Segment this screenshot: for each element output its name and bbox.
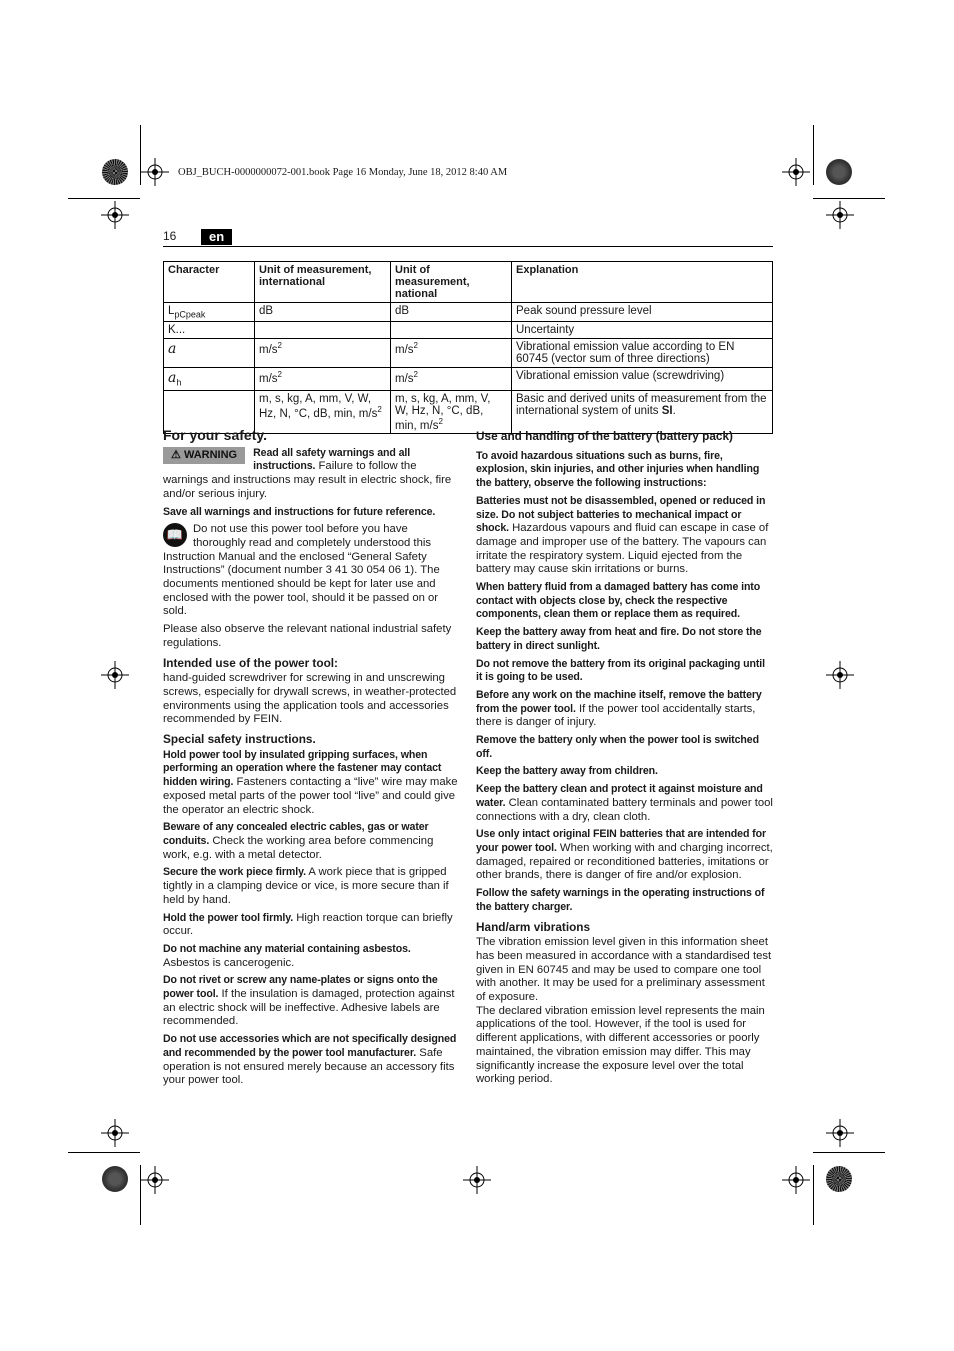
header-rule bbox=[163, 246, 773, 247]
list-item: Batteries must not be disassembled, opened or reduced in size. Do not subject batteries to mechanical impact or shock. Hazardous vapours and fluid can escape in case of damage and improper use of the battery. The vapours can irritate the respiratory system. Liquid ejected from the battery may cause skin irritations or burns. bbox=[476, 494, 769, 576]
cell-character: $L_{pCpeak}$ bbox=[164, 303, 255, 322]
cell-natl: $m/s^2$ bbox=[391, 368, 512, 390]
cell-intl: dB bbox=[255, 303, 391, 322]
list-item: To avoid hazardous situations such as burns, fire, explosion, skin injuries, and other injuries when handling the battery, observe the following instructions: bbox=[476, 449, 760, 490]
table-row bbox=[164, 322, 773, 339]
cell-intl: $m/s^2$ bbox=[255, 368, 391, 390]
cell-explanation: Vibrational emission value according to EN 60745 (vector sum of three directions) bbox=[512, 339, 773, 368]
list-item: Do not remove the battery from its original packaging until it is going to be used. bbox=[476, 657, 765, 684]
cell-intl: $m/s^2$ bbox=[255, 339, 391, 368]
cell-explanation: Basic and derived units of measurement from the international system of units SI. bbox=[512, 390, 773, 434]
cell-explanation: Vibrational emission value (screwdriving) bbox=[512, 368, 773, 390]
cell-character: K... bbox=[164, 322, 255, 339]
special-safety-heading: Special safety instructions. bbox=[163, 732, 316, 747]
list-item: Remove the battery only when the power tool is switched off. bbox=[476, 734, 759, 760]
battery-heading: Use and handling of the battery (battery pack) bbox=[476, 429, 733, 443]
table-row bbox=[164, 368, 773, 390]
vibration-heading: Hand/arm vibrations bbox=[476, 919, 591, 934]
cell-natl: dB bbox=[391, 303, 512, 322]
warning-paragraph: ⚠ WARNING Read all safety warnings and all instructions. Failure to follow the warnings and instructions may result in electric shock, fire and/or serious injury. bbox=[163, 446, 452, 500]
list-item: Secure the work piece firmly. A work piece that is gripped tightly in a clamping device or vice, is more secure than if held by hand. bbox=[163, 866, 449, 906]
list-item: Before any work on the machine itself, remove the battery from the power tool. If the power tool accidentally starts, there is danger of injury. bbox=[476, 688, 762, 729]
cell-character: $a_h$ bbox=[164, 368, 255, 390]
table-row bbox=[164, 339, 773, 368]
list-item: Beware of any concealed electric cables, gas or water conduits. Check the working area before commencing work, e.g. with a metal detector. bbox=[163, 821, 434, 861]
read-manual-icon: 📖 bbox=[163, 523, 187, 547]
intended-use-text: hand-guided screwdriver for screwing in and unscrewing screws, especially for drywall screws, in weather-protected environments using the application tools and accessories recommended by FEIN. bbox=[163, 672, 457, 726]
list-item: Do not use accessories which are not specifically designed and recommended by the power tool manufacturer. Safe operation is not ensured merely because an accessory fits your power tool. bbox=[163, 1033, 457, 1087]
page-number: 16 bbox=[163, 229, 177, 243]
cell-natl bbox=[391, 322, 512, 339]
table-header-row bbox=[164, 262, 773, 303]
list-item: Use only intact original FEIN batteries that are intended for your power tool. When working with and charging incorrect, damaged, repaired or reconditioned batteries, imitations or other brands, there is danger of fire and/or explosion. bbox=[476, 828, 773, 882]
right-column bbox=[476, 429, 773, 1091]
list-item: Keep the battery clean and protect it against moisture and water. Clean contaminated battery terminals and power tool connections with a dry, clean cloth. bbox=[476, 783, 773, 823]
list-item: Do not machine any material containing asbestos. Asbestos is cancerogenic. bbox=[163, 942, 411, 969]
cell-explanation: Uncertainty bbox=[512, 322, 773, 339]
list-item: Hold the power tool firmly. High reaction torque can briefly occur. bbox=[163, 911, 453, 938]
manual-paragraph: 📖 Do not use this power tool before you have thoroughly read and completely understood this Instruction Manual and the enclosed “General Safety Instructions” (document number 3 41 30 054 06 1). The documents mentioned should be kept for later use and enclosed with the power tool, should it be passed on or sold. bbox=[163, 523, 440, 618]
table-row bbox=[164, 303, 773, 322]
cell-natl: $m/s^2$ bbox=[391, 339, 512, 368]
list-item: Follow the safety warnings in the operating instructions of the battery charger. bbox=[476, 887, 765, 913]
industrial-regulations: Please also observe the relevant national industrial safety regulations. bbox=[163, 623, 452, 649]
safety-title: For your safety. bbox=[163, 427, 267, 443]
cell-intl: m, s, kg, A, mm, V, W, Hz, N, °C, dB, min, $m/s^2$ bbox=[255, 390, 391, 434]
vibration-paragraph: The vibration emission level given in this information sheet has been measured in accordance with a standardised test given in EN 60745 and may be used to compare one tool with another. It may be used for a preliminary assessment of exposure. bbox=[476, 936, 772, 1004]
file-info: OBJ_BUCH-0000000072-001.book Page 16 Monday, June 18, 2012 8:40 AM bbox=[178, 167, 508, 178]
save-warnings: Save all warnings and instructions for future reference. bbox=[163, 505, 436, 518]
list-item: Do not rivet or screw any name-plates or signs onto the power tool. If the insulation is damaged, protection against an electric shock will be ineffective. Adhesive labels are recommended. bbox=[163, 974, 455, 1028]
language-badge: en bbox=[201, 229, 232, 245]
vibration-paragraph: The declared vibration emission level represents the main applications of the tool. However, if the tool is used for different applications, with different accessories or poorly maintained, the vibration emission may differ. This may significantly increase the exposure level over the total working period. bbox=[476, 1004, 765, 1086]
cell-intl bbox=[255, 322, 391, 339]
warning-triangle-icon: ⚠ bbox=[171, 448, 181, 461]
intended-use-heading: Intended use of the power tool: bbox=[163, 655, 338, 670]
header-unit-international: Unit of measurement, international bbox=[255, 262, 391, 303]
warning-badge: ⚠ WARNING bbox=[163, 447, 245, 465]
left-column bbox=[163, 429, 459, 1092]
list-item: Hold power tool by insulated gripping surfaces, when performing an operation where the fastener may contact hidden wiring. Fasteners contacting a “live” wire may make exposed metal parts of the power tool “live” and could give the operator an electric shock. bbox=[163, 748, 458, 816]
cell-explanation: Peak sound pressure level bbox=[512, 303, 773, 322]
list-item: When battery fluid from a damaged battery has come into contact with objects close by, check the respective components, clean them or replace them as required. bbox=[476, 581, 761, 621]
cell-natl: m, s, kg, A, mm, V, W, Hz, N, °C, dB, min, $m/s^2$ bbox=[391, 390, 512, 434]
header-explanation: Explanation bbox=[512, 262, 773, 303]
units-table bbox=[163, 261, 773, 434]
list-item: Keep the battery away from children. bbox=[476, 765, 658, 778]
header-character: Character bbox=[164, 262, 255, 303]
header-unit-national: Unit of measurement, national bbox=[391, 262, 512, 303]
cell-character: a bbox=[164, 339, 255, 368]
list-item: Keep the battery away from heat and fire. Do not store the battery in direct sunlight. bbox=[476, 626, 762, 652]
